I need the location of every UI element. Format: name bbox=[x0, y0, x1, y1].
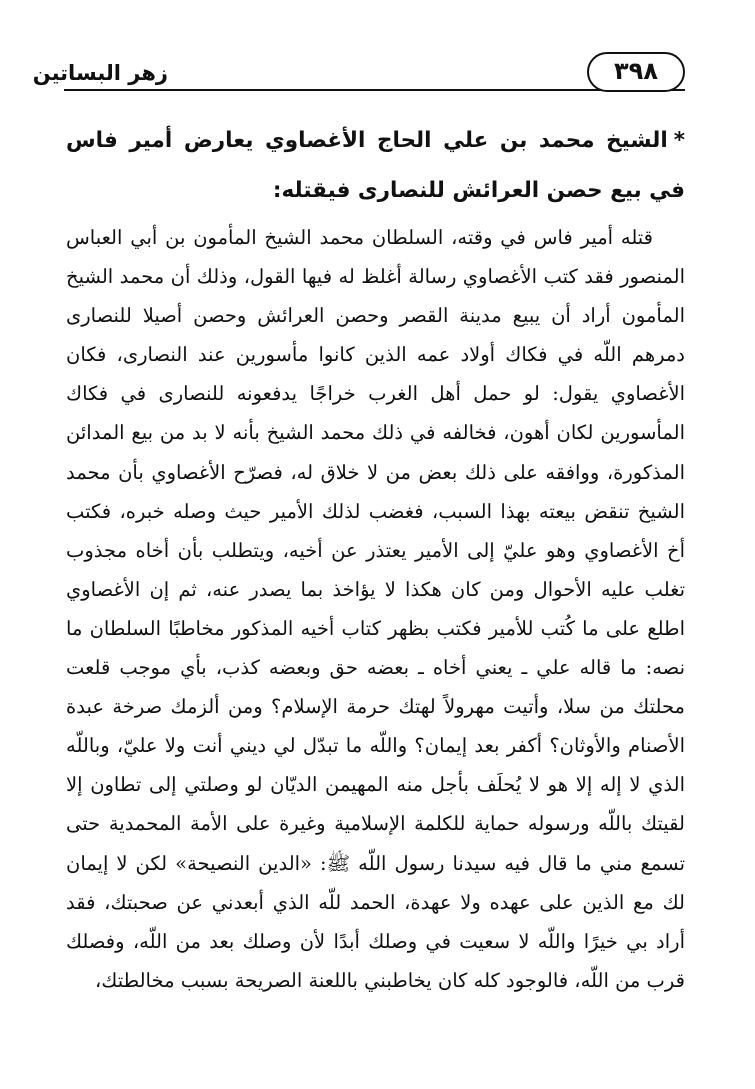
section-heading bbox=[66, 116, 685, 216]
header-rule bbox=[64, 89, 685, 91]
section-heading-text: الشيخ محمد بن علي الحاج الأغصاوي يعارض أمير فاس في بيع حصن العرائش للنصارى فيقتله: bbox=[66, 128, 685, 203]
body-text bbox=[66, 218, 685, 1038]
page-number-badge: ٣٩٨ bbox=[587, 52, 685, 92]
running-title: زهر البساتين bbox=[32, 61, 168, 85]
body-paragraph: قتله أمير فاس في وقته، السلطان محمد الشيخ المأمون بن أبي العباس المنصور فقد كتب الأغصاوي رسالة أغلظ له فيها القول، وذلك أن محمد الشيخ المأمون أراد أن يبيع مدينة القصر وحصن العرائش وحصن أصيلا للنصارى دمرهم اللّه في فكاك أولاد عمه الذين كانوا مأسورين عند النصارى، فكان الأغصاوي يقول: لو حمل أهل الغرب خراجًا يدفعونه للنصارى في فكاك المأسورين لكان أهون، فخالفه في ذلك محمد الشيخ بأنه لا بد من بيع المدائن المذكورة، ووافقه على ذلك بعض من لا خلاق له، فصرّح الأغصاوي بأن محمد الشيخ تنقض بيعته بهذا السبب، فغضب لذلك الأمير حيث وصله خبره، فكتب أخ الأغصاوي وهو عليّ إلى الأمير يعتذر عن أخيه، ويتطلب بأن أخاه مجذوب تغلب عليه الأحوال ومن كان هكذا لا يؤاخذ بما يصدر عنه، ثم إن الأغصاوي اطلع على ما كُتب للأمير فكتب بظهر كتاب أخيه المذكور مخاطبًا السلطان ما نصه: ما قاله علي ـ يعني أخاه ـ بعضه حق وبعضه كذب، بأي موجب قلعت محلتك من سلا، وأتيت مهرولاً لهتك حرمة الإسلام؟ ومن ألزمك صرخة عبدة الأصنام والأوثان؟ أكفر بعد إيمان؟ واللّه ما تبدّل لي ديني أنت ولا عليّ، وباللّه الذي لا إله إلا هو لا يُحلَف بأجل منه المهيمن الديّان لو وصلتي إلى تطاون إلا لقيتك باللّه ورسوله حماية للكلمة الإسلامية وغيرة على الأمة المحمدية حتى تسمع مني ما قال فيه سيدنا رسول اللّه ﷺ: «الدين النصيحة» لكن لا إيمان لك مع الذين على عهده ولا عهدة، الحمد للّه الذي أبعدني عن صحبتك، فقد أراد بي خيرًا واللّه لا سعيت في وصلك أبدًا لأن وصلك بعد من اللّه، وفصلك قرب من اللّه، فالوجود كله كان يخاطبني باللعنة الصريحة بسبب مخالطتك، bbox=[66, 226, 685, 992]
section-marker: * bbox=[673, 128, 685, 153]
